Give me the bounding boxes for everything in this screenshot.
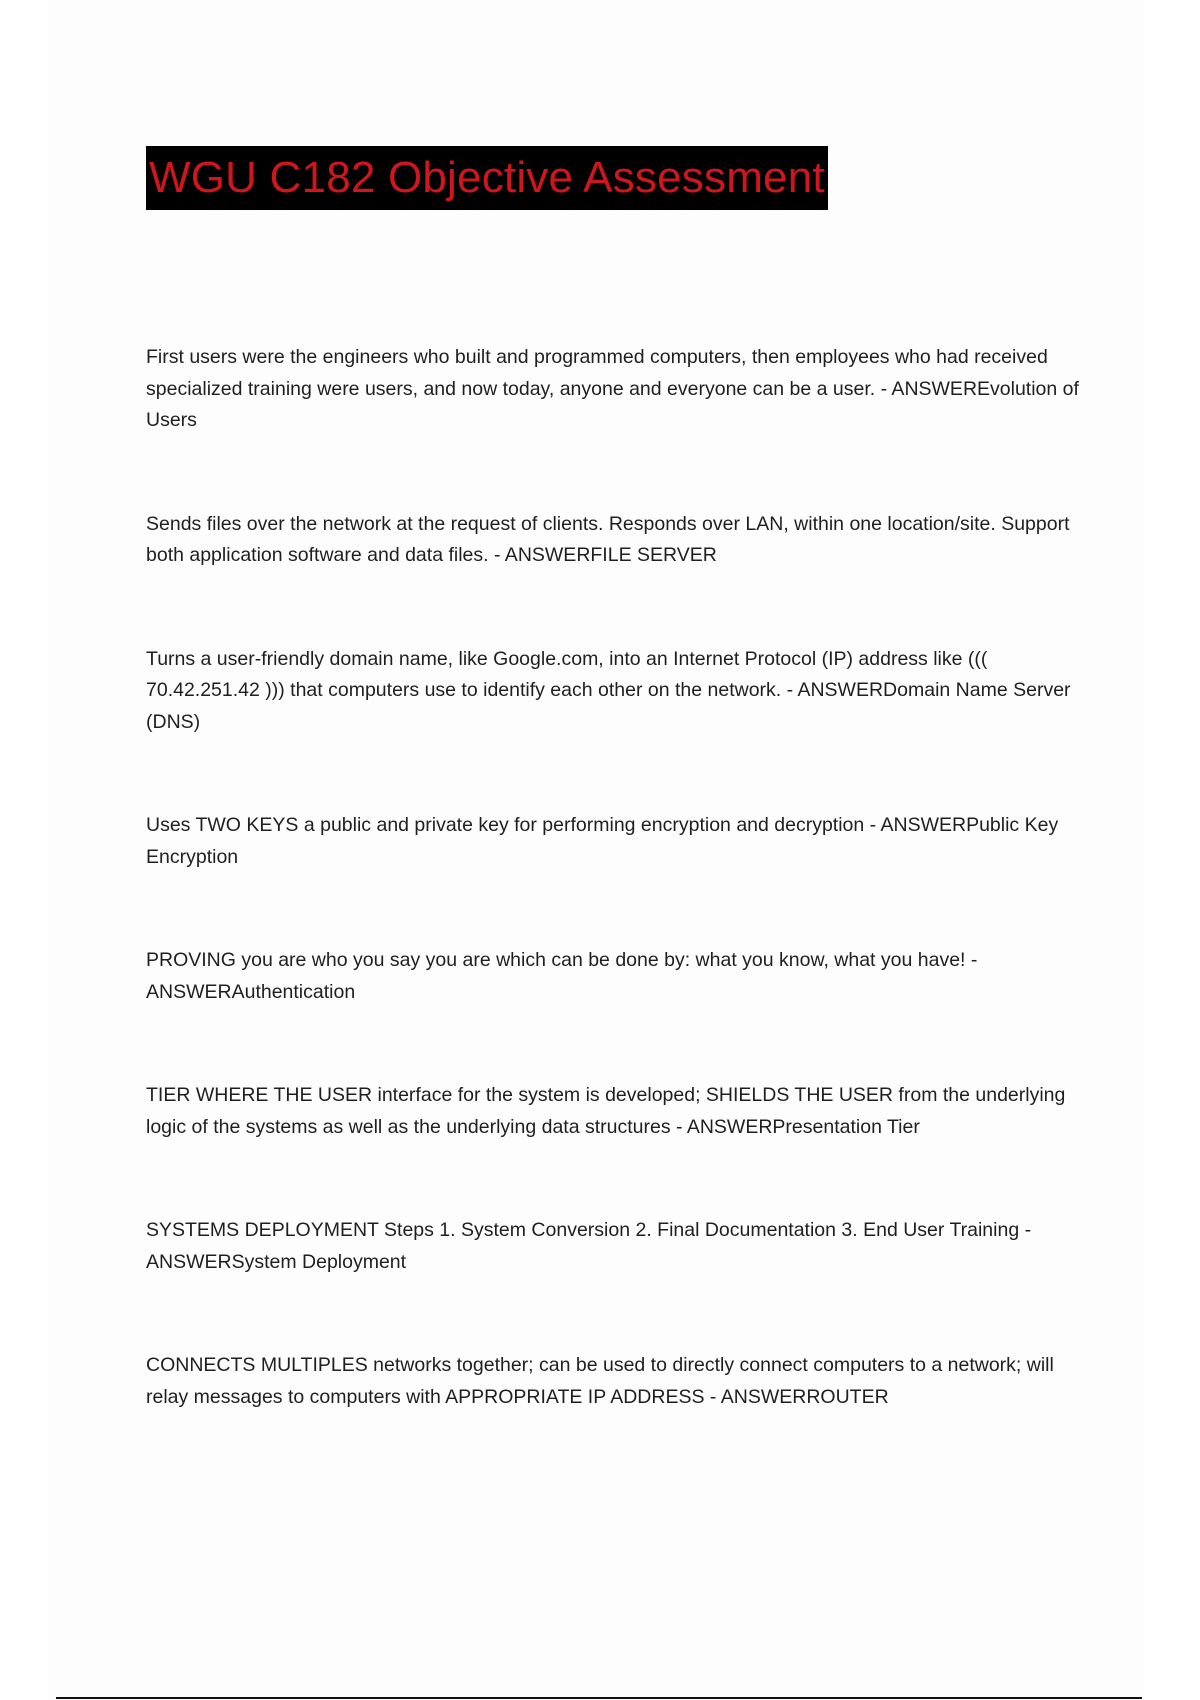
qa-item: SYSTEMS DEPLOYMENT Steps 1. System Conversion 2. Final Documentation 3. End User Training - ANSWERSystem Deployment [146, 1219, 1032, 1273]
qa-item: Uses TWO KEYS a public and private key for performing encryption and decryption - ANSWERPublic Key Encryption [146, 814, 1059, 868]
qa-list [146, 342, 1086, 1413]
page-bottom-rule [56, 1697, 1142, 1699]
qa-item: CONNECTS MULTIPLES networks together; can be used to directly connect computers to a network; will relay messages to computers with APPROPRIATE IP ADDRESS - ANSWERROUTER [146, 1354, 1054, 1408]
document-title: WGU C182 Objective Assessment [149, 153, 825, 202]
qa-item: First users were the engineers who built and programmed computers, then employees who had received specialized training were users, and now today, anyone and everyone can be a user. - ANSWEREvolution of Users [146, 346, 1079, 431]
qa-item: Turns a user-friendly domain name, like Google.com, into an Internet Protocol (IP) address like ((( 70.42.251.42 ))) that computers use to identify each other on the network. - ANSWERDomain Name Server (DNS) [146, 647, 1071, 733]
qa-item: Sends files over the network at the request of clients. Responds over LAN, within one location/site. Support both application software and data files. - ANSWERFILE SERVER [146, 512, 1070, 566]
qa-item: PROVING you are who you say you are which can be done by: what you know, what you have! - ANSWERAuthentication [146, 949, 978, 1003]
document-title-banner [146, 146, 828, 210]
qa-item: TIER WHERE THE USER interface for the system is developed; SHIELDS THE USER from the underlying logic of the systems as well as the underlying data structures - ANSWERPresentation Tier [146, 1084, 1066, 1138]
